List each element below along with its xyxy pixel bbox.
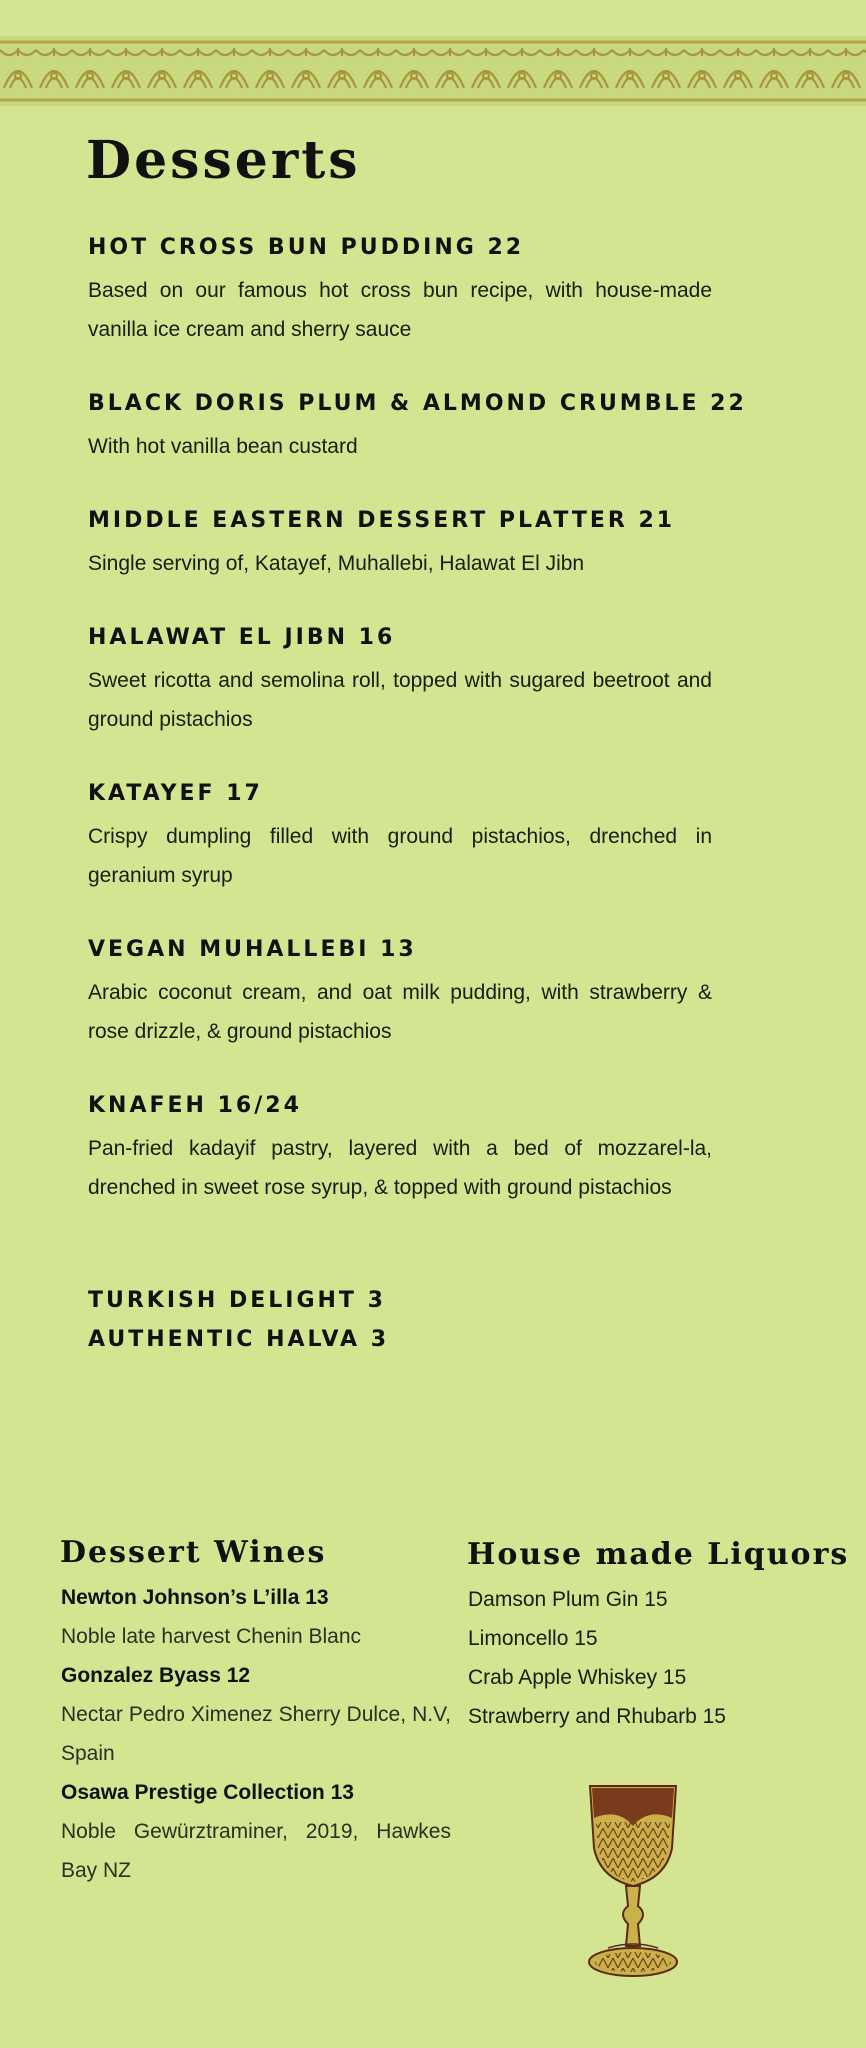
wine-name: Gonzalez Byass 12 — [61, 1664, 251, 1687]
liquor-item: Limoncello 15 — [468, 1627, 598, 1650]
item-name: KATAYEF 17 — [88, 781, 263, 806]
menu-item — [88, 389, 747, 466]
wine-name: Osawa Prestige Collection 13 — [61, 1781, 354, 1804]
item-description: Crispy dumpling filled with ground pistachios, drenched in geranium syrup — [88, 825, 712, 887]
liquor-item: Damson Plum Gin 15 — [468, 1588, 668, 1611]
menu-item — [88, 1325, 712, 1355]
item-name: TURKISH DELIGHT 3 — [88, 1288, 386, 1313]
dessert-wines-list — [61, 1578, 451, 1890]
menu-item — [88, 1091, 712, 1207]
page-title: Desserts — [86, 130, 361, 191]
ornamental-border — [0, 36, 866, 106]
wine-name: Newton Johnson’s L’illa 13 — [61, 1586, 329, 1609]
ornamental-border-pattern — [0, 36, 866, 106]
item-description: With hot vanilla bean custard — [88, 435, 358, 458]
liquor-item: Crab Apple Whiskey 15 — [468, 1666, 687, 1689]
item-name: AUTHENTIC HALVA 3 — [88, 1327, 390, 1352]
menu-item — [88, 506, 712, 583]
item-name: VEGAN MUHALLEBI 13 — [88, 937, 417, 962]
item-description: Single serving of, Katayef, Muhallebi, Halawat El Jibn — [88, 552, 585, 575]
menu-item — [88, 779, 712, 895]
menu-item — [88, 935, 712, 1051]
item-name: MIDDLE EASTERN DESSERT PLATTER 21 — [88, 508, 676, 533]
menu-item — [88, 233, 712, 349]
section-title-house-liquors: House made Liquors — [467, 1537, 850, 1572]
item-name: BLACK DORIS PLUM & ALMOND CRUMBLE 22 — [88, 391, 747, 416]
item-description: Based on our famous hot cross bun recipe, with house-made vanilla ice cream and sherry sauce — [88, 279, 712, 341]
section-title-dessert-wines: Dessert Wines — [60, 1535, 327, 1570]
wine-description: Noble late harvest Chenin Blanc — [61, 1625, 362, 1648]
liquor-item: Strawberry and Rhubarb 15 — [468, 1705, 726, 1728]
item-name: KNAFEH 16/24 — [88, 1093, 302, 1118]
goblet-icon — [578, 1778, 688, 1992]
item-description: Pan-fried kadayif pastry, layered with a bed of mozzarel-la, drenched in sweet rose syrup, & topped with ground pistachios — [88, 1137, 712, 1199]
item-description: Arabic coconut cream, and oat milk pudding, with strawberry & rose drizzle, & ground pistachios — [88, 981, 712, 1043]
house-liquors-list — [468, 1580, 848, 1736]
wine-description: Nectar Pedro Ximenez Sherry Dulce, N.V, Spain — [61, 1703, 451, 1765]
item-name: HOT CROSS BUN PUDDING 22 — [88, 235, 525, 260]
item-name: HALAWAT EL JIBN 16 — [88, 625, 396, 650]
wine-description: Noble Gewürztraminer, 2019, Hawkes Bay NZ — [61, 1820, 451, 1882]
menu-item — [88, 1286, 712, 1316]
menu-item — [88, 623, 712, 739]
item-description: Sweet ricotta and semolina roll, topped with sugared beetroot and ground pistachios — [88, 669, 712, 731]
